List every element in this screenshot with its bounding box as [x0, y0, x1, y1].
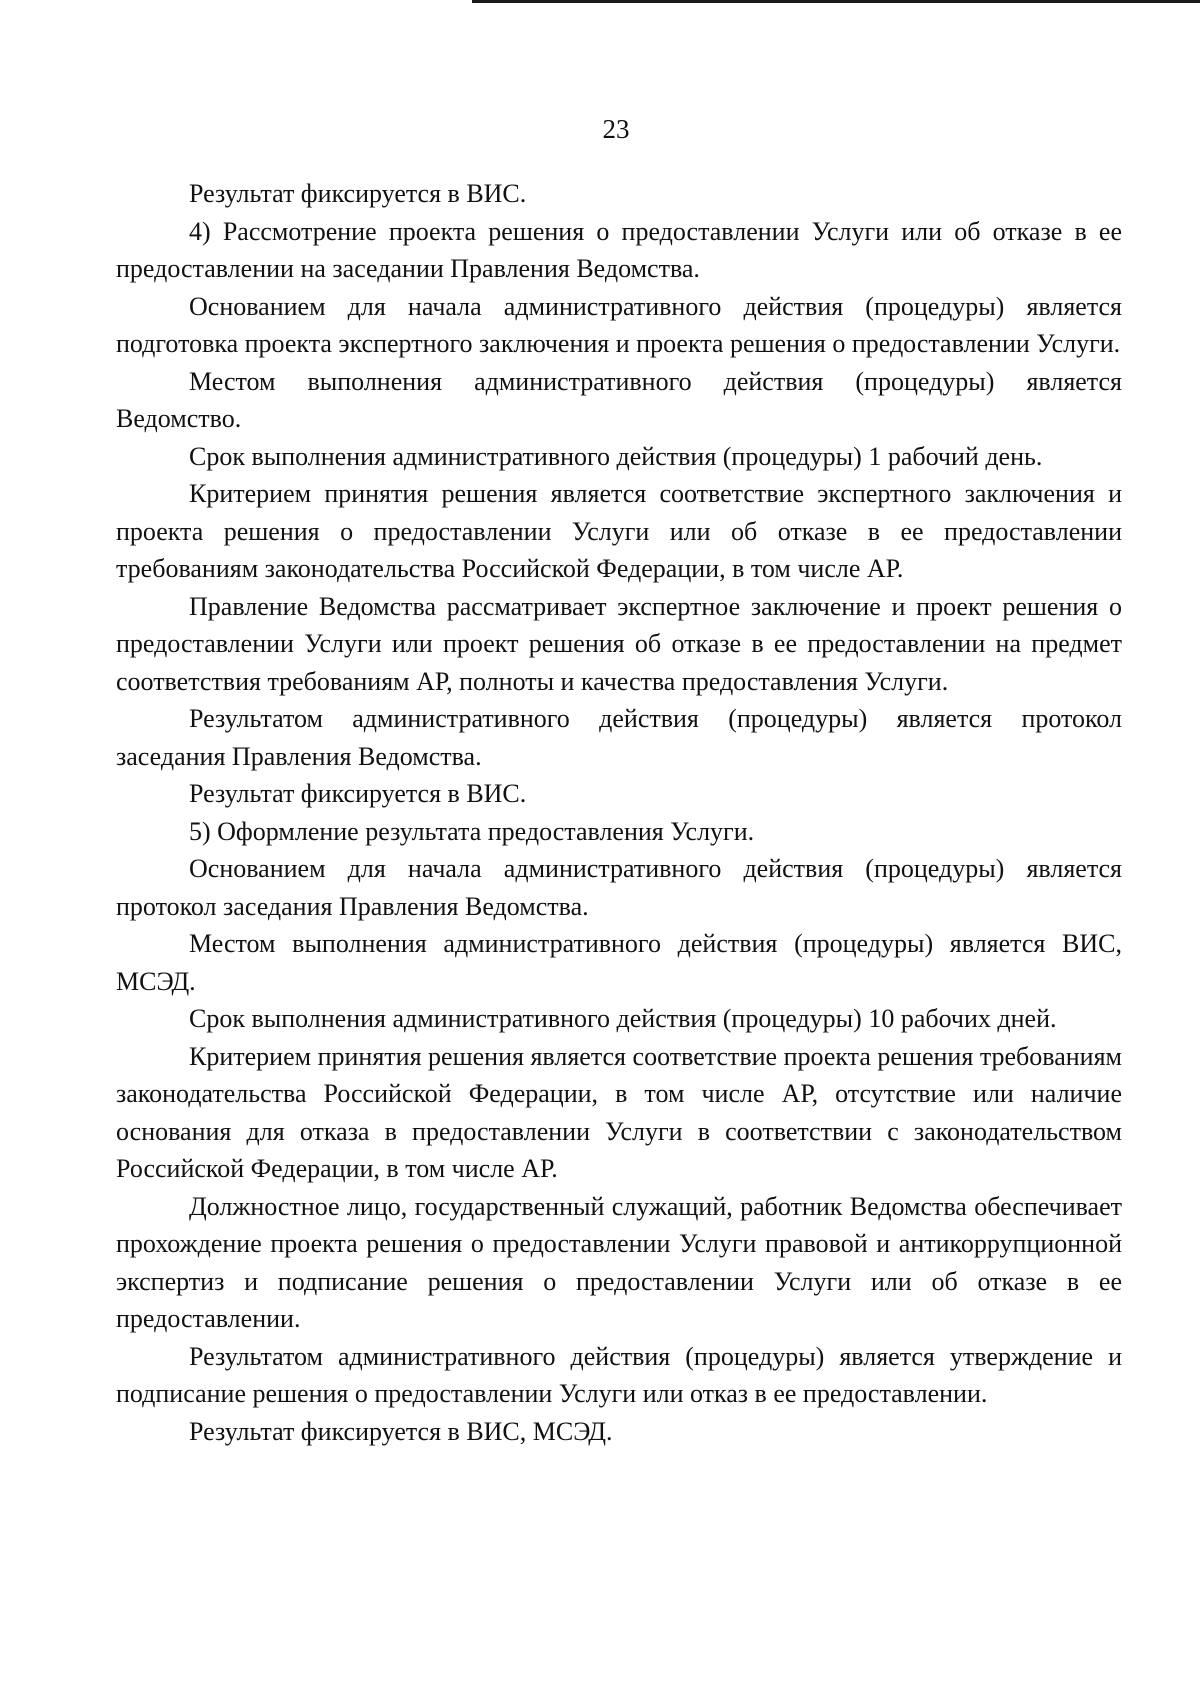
paragraph-result-vis-msed: Результат фиксируется в ВИС, МСЭД.	[189, 1416, 613, 1446]
paragraph-result-vis: Результат фиксируется в ВИС.	[189, 179, 527, 208]
paragraph-basis: Основанием для начала административного действия (процедуры) является протокол заседания Правления Ведомства.	[116, 854, 1122, 921]
paragraph-official: Должностное лицо, государственный служащий, работник Ведомства обеспечивает прохождение проекта решения о предоставлении Услуги правовой и антикоррупционной экспертиз и подписание решения о предоставлении Услуги или об отказе в ее предоставлении.	[116, 1191, 1122, 1333]
paragraph-result-vis: Результат фиксируется в ВИС.	[189, 779, 527, 808]
document-body	[116, 175, 1122, 1450]
page-number: 23	[602, 114, 630, 144]
paragraph-deadline: Срок выполнения административного действия (процедуры) 1 рабочий день.	[189, 441, 1043, 471]
paragraph-place: Местом выполнения административного действия (процедуры) является ВИС, МСЭД.	[116, 929, 1122, 996]
paragraph-result-approval: Результатом административного действия (процедуры) является утверждение и подписание решения о предоставлении Услуги или отказ в ее предоставлении.	[116, 1341, 1122, 1408]
top-border-line	[472, 0, 1200, 3]
paragraph-criterion: Критерием принятия решения является соответствие экспертного заключения и проекта решения о предоставлении Услуги или об отказе в ее предоставлении требованиям законодательства Российской Федерации, в том числе АР.	[116, 479, 1122, 583]
paragraph-step-4: 4) Рассмотрение проекта решения о предоставлении Услуги или об отказе в ее предоставлении на заседании Правления Ведомства.	[116, 216, 1122, 283]
paragraph-board-review: Правление Ведомства рассматривает экспертное заключение и проект решения о предоставлении Услуги или проект решения об отказе в ее предоставлении на предмет соответствия требованиям АР, полноты и качества предоставления Услуги.	[116, 591, 1122, 696]
paragraph-step-5: 5) Оформление результата предоставления Услуги.	[189, 816, 755, 846]
paragraph-result-protocol: Результатом административного действия (процедуры) является протокол заседания Правления Ведомства.	[116, 704, 1122, 771]
paragraph-place: Местом выполнения административного действия (процедуры) является Ведомство.	[116, 366, 1122, 433]
paragraph-deadline: Срок выполнения административного действия (процедуры) 10 рабочих дней.	[189, 1004, 1057, 1033]
paragraph-basis: Основанием для начала административного действия (процедуры) является подготовка проекта экспертного заключения и проекта решения о предоставлении Услуги.	[116, 291, 1122, 358]
paragraph-criterion: Критерием принятия решения является соответствие проекта решения требованиям законодательства Российской Федерации, в том числе АР, отсутствие или наличие основания для отказа в предоставлении Услуги в соответствии с законодательством Российской Федерации, в том числе АР.	[116, 1041, 1122, 1183]
